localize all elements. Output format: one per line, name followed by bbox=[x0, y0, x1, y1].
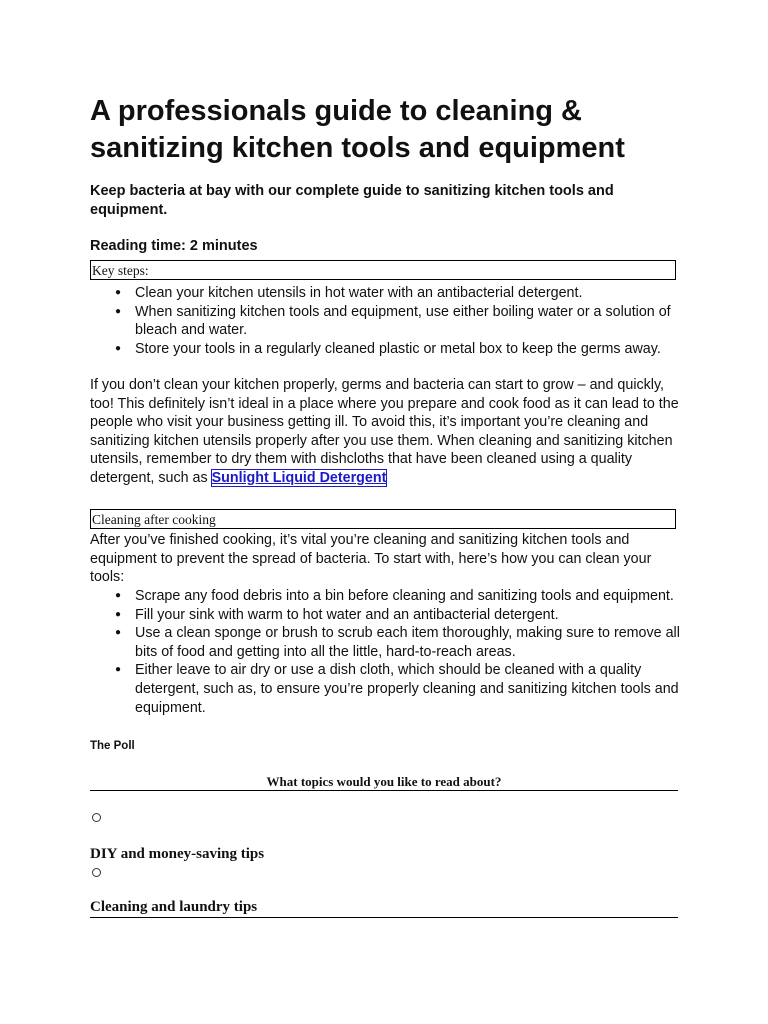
bullet-icon: ● bbox=[115, 305, 122, 317]
page-title: A professionals guide to cleaning & sanitizing kitchen tools and equipment bbox=[90, 95, 625, 164]
radio-button-diy[interactable] bbox=[92, 813, 101, 822]
key-steps-heading: Key steps: bbox=[90, 260, 676, 280]
section-intro-paragraph: After you’ve finished cooking, it’s vital you’re cleaning and sanitizing kitchen tools and equipment to prevent the spread of bacteria. To start with, here’s how you can clean your tools: bbox=[90, 532, 652, 586]
bullet-icon: ● bbox=[115, 590, 122, 601]
poll-option-diy: DIY and money-saving tips bbox=[90, 846, 265, 862]
bullet-icon: ● bbox=[115, 627, 122, 639]
bullet-icon: ● bbox=[115, 342, 122, 354]
radio-button-cleaning[interactable] bbox=[92, 868, 101, 877]
list-item: ● Store your tools in a regularly cleaned plastic or metal box to keep the germs away. bbox=[115, 340, 661, 357]
intro-paragraph: If you don’t clean your kitchen properly, germs and bacteria can start to grow – and quickly, too! This definitely isn’t ideal in a place where you prepare and cook food as it can lead to the people who visit your business getting ill. To avoid this, it’s important you’re cleaning and sanitizing kitchen utensils properly after you use them. When cleaning and sanitizing kitchen utensils, remember to dry them with dishcloths that have been cleaned using a quality detergent, such as Sunlight Liquid Detergent bbox=[90, 377, 679, 486]
bullet-icon: ● bbox=[115, 608, 122, 620]
reading-time: Reading time: 2 minutes bbox=[90, 238, 258, 254]
key-steps-list bbox=[90, 284, 683, 358]
poll-option-cleaning: Cleaning and laundry tips bbox=[90, 899, 258, 915]
poll-label: The Poll bbox=[90, 740, 135, 752]
cleaning-steps-list bbox=[90, 587, 683, 717]
article-subtitle: Keep bacteria at bay with our complete guide to sanitizing kitchen tools and equipment. bbox=[90, 183, 614, 218]
list-item: ● Scrape any food debris into a bin before cleaning and sanitizing tools and equipment. bbox=[115, 588, 674, 604]
list-item: ● Either leave to air dry or use a dish cloth, which should be cleaned with a quality detergent, such as, to ensure you’re properly cleaning and sanitizing kitchen tools and equipment. bbox=[115, 662, 679, 716]
poll-divider-bottom bbox=[90, 917, 678, 918]
bullet-icon: ● bbox=[115, 664, 122, 676]
bullet-icon: ● bbox=[115, 287, 122, 298]
list-item: ● Use a clean sponge or brush to scrub each item thoroughly, making sure to remove all bits of food and getting into all the little, hard-to-reach areas. bbox=[115, 625, 680, 660]
list-item: ● When sanitizing kitchen tools and equipment, use either boiling water or a solution of bleach and water. bbox=[115, 303, 671, 339]
poll-question: What topics would you like to read about? bbox=[266, 774, 502, 789]
list-item: ● Fill your sink with warm to hot water and an antibacterial detergent. bbox=[115, 606, 559, 623]
sunlight-detergent-link[interactable]: Sunlight Liquid Detergent bbox=[211, 469, 387, 486]
list-item: ● Clean your kitchen utensils in hot water with an antibacterial detergent. bbox=[115, 285, 583, 301]
cleaning-after-cooking-heading: Cleaning after cooking bbox=[90, 509, 676, 529]
poll-divider-top bbox=[90, 790, 678, 791]
